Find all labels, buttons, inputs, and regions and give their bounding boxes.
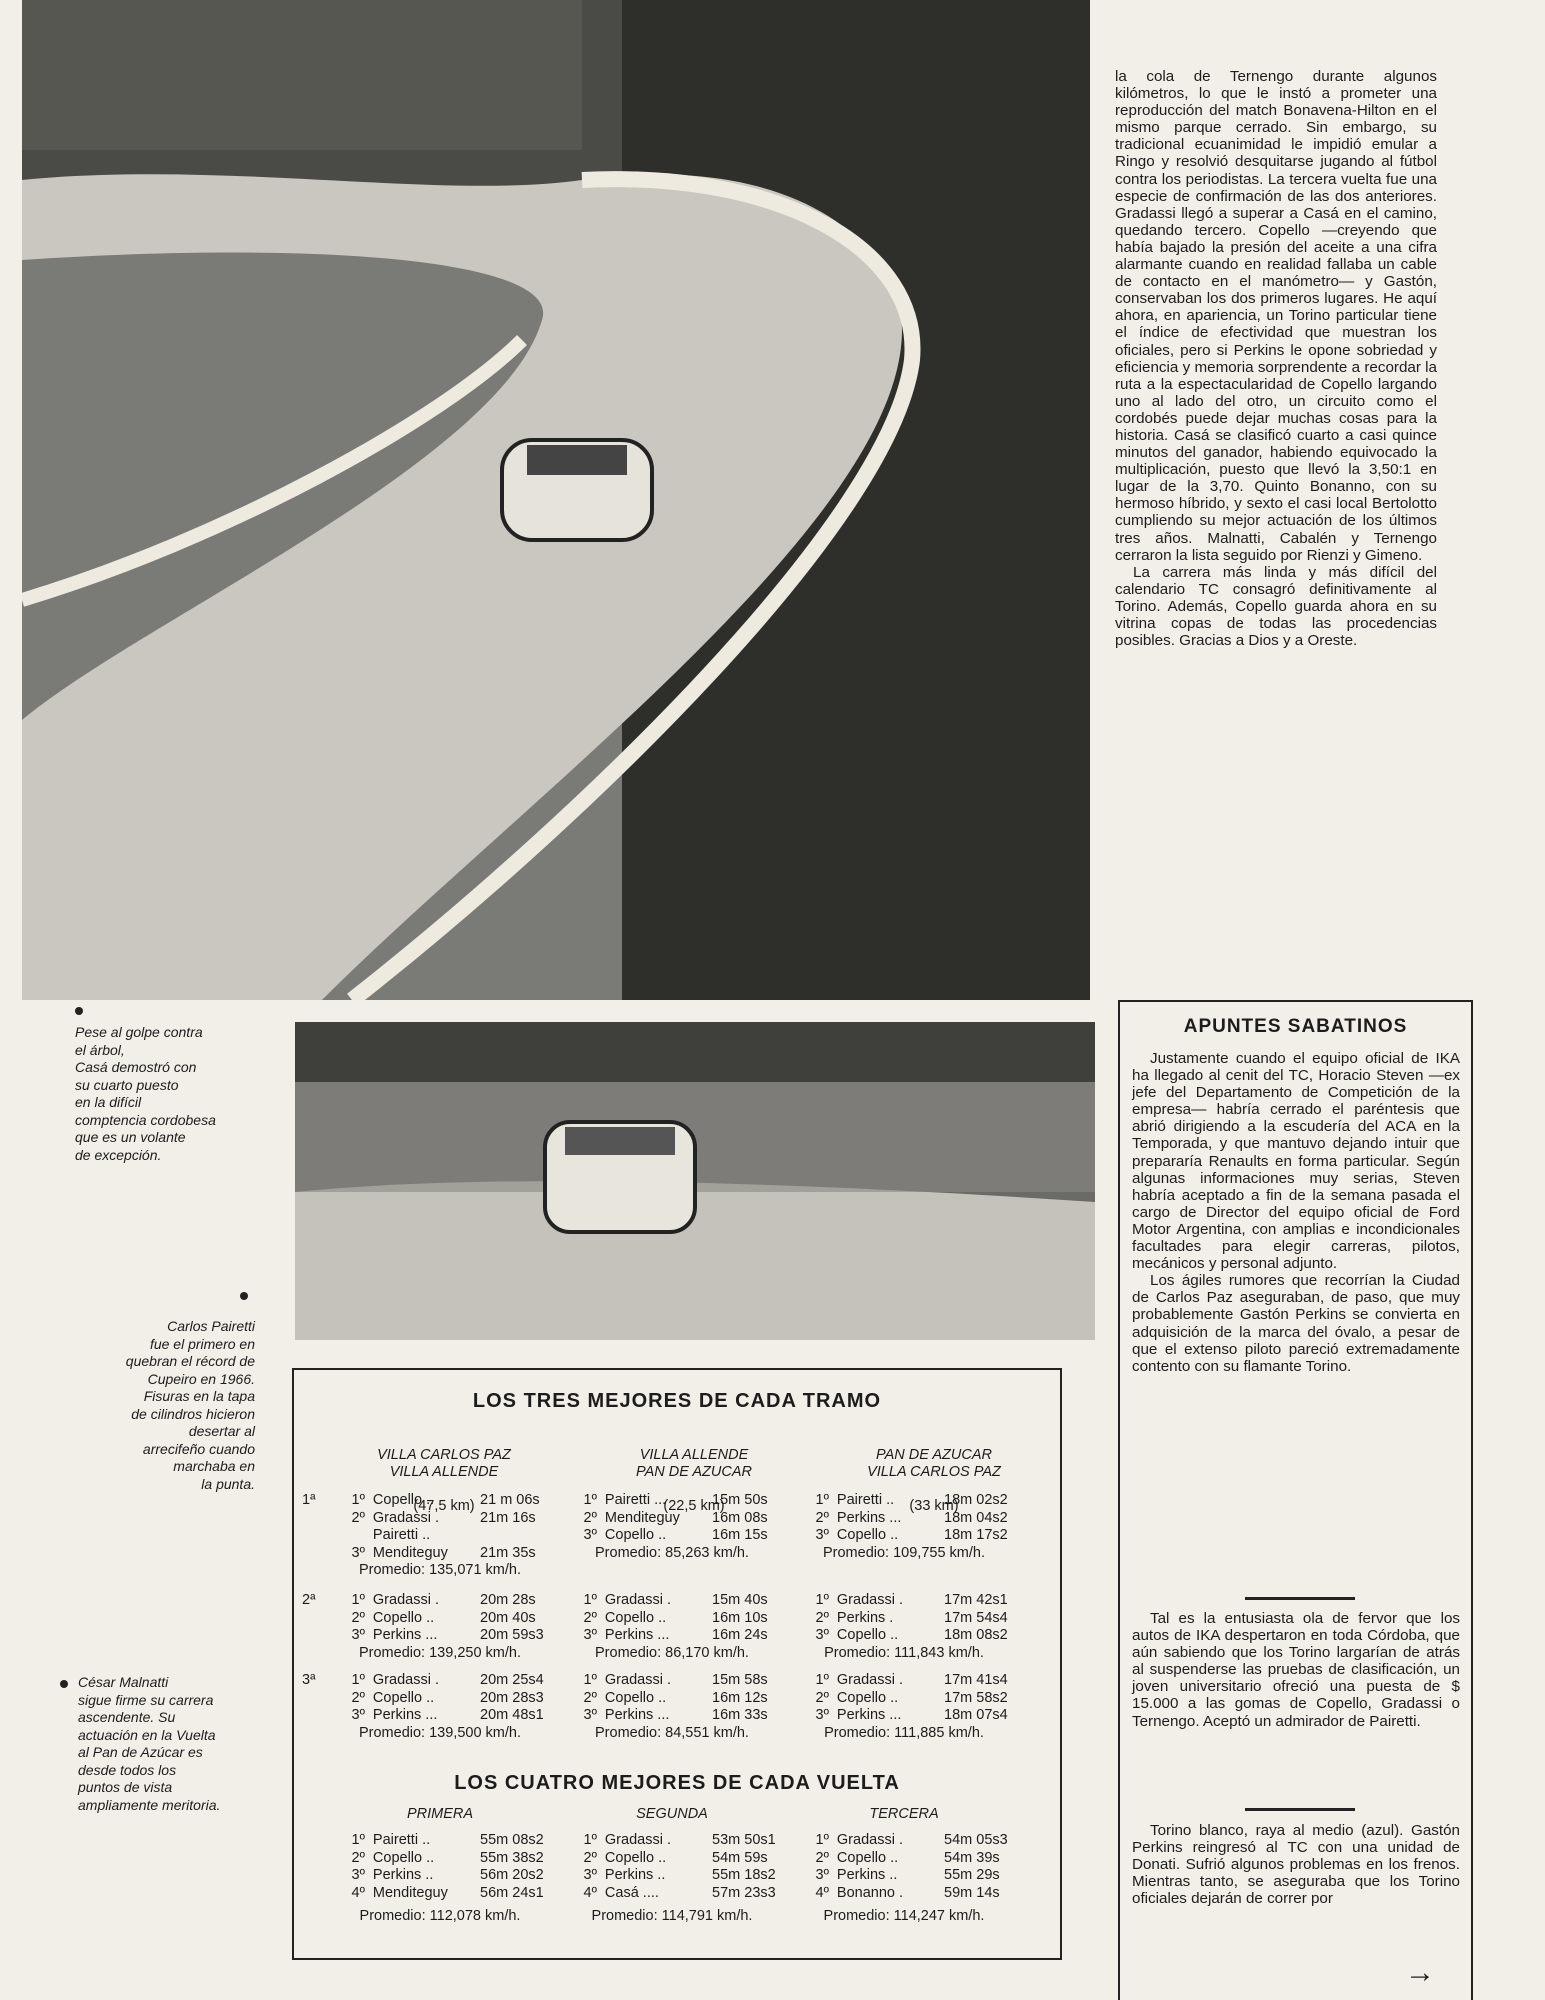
segment-results xyxy=(556,1592,788,1662)
result-time: 56m 24s1 xyxy=(480,1884,544,1901)
second-photo xyxy=(295,1022,1095,1340)
segment-results xyxy=(324,1492,556,1580)
result-row xyxy=(324,1492,556,1510)
result-pos: 2º xyxy=(583,1849,597,1866)
result-time: 15m 58s xyxy=(712,1672,768,1688)
lap-column-header: PRIMERA xyxy=(406,1806,474,1822)
result-row xyxy=(556,1492,788,1510)
bullet-dot xyxy=(240,1292,248,1300)
result-pos: 3º xyxy=(583,1867,597,1883)
result-time: 16m 10s xyxy=(712,1609,768,1626)
main-photo xyxy=(22,0,1090,1000)
segment-results xyxy=(788,1492,1020,1562)
result-name: Perkins ... xyxy=(372,1627,438,1643)
result-row xyxy=(324,1707,556,1725)
result-row xyxy=(556,1510,788,1528)
average-speed: Promedio: 112,078 km/h. xyxy=(359,1908,521,1924)
result-pos: 4º xyxy=(815,1884,829,1901)
segment-results xyxy=(556,1492,788,1562)
average-speed: Promedio: 111,885 km/h. xyxy=(824,1724,984,1741)
result-name: Copello .. xyxy=(372,1849,435,1866)
result-row xyxy=(556,1672,788,1690)
result-time: 56m 20s2 xyxy=(480,1867,544,1883)
sidebar-paragraph: Justamente cuando el equipo oficial de IKA ha llegado al cenit del TC, Horacio Steven —ex jefe del Departamento de Competición de la empresa— habría cerrado el paréntesis que abrió dirigiendo a la escudería del ACA en la Temporada, y que mantuvo dejando intuir que prepararía Renaults en forma particular. Según algunas informaciones muy serias, Steven habría aceptado a fin de la semana pasada el cargo de Director del equipo oficial de Ford Motor Argentina, con amplias e incondicionales facultades para elegir carreras, pilotos, mecánicos y personal adjunto. xyxy=(1132,1050,1460,1273)
result-pos: 2º xyxy=(351,1689,365,1706)
result-time: 17m 42s1 xyxy=(944,1592,1008,1608)
segment-name: VILLA CARLOS PAZ VILLA ALLENDE xyxy=(377,1447,511,1480)
casa-caption: Pese al golpe contra el árbol, Casá demostró con su cuarto puesto en la difícil comptencia cordobesa que es un volante de excepción. xyxy=(75,1024,216,1163)
result-pos: 2º xyxy=(815,1689,829,1706)
segment-results xyxy=(788,1592,1020,1662)
result-row xyxy=(324,1672,556,1690)
result-name: Perkins .. xyxy=(604,1867,666,1883)
average-speed: Promedio: 111,843 km/h. xyxy=(824,1644,984,1661)
result-pos: 4º xyxy=(583,1884,597,1901)
result-name: Perkins ... xyxy=(604,1627,670,1643)
result-name: Gradassi . xyxy=(604,1672,671,1688)
result-row xyxy=(788,1707,1020,1725)
lap-label: 3ª xyxy=(302,1672,316,1688)
result-row xyxy=(556,1832,788,1850)
result-pos: 1º xyxy=(583,1492,597,1508)
result-name: Copello .. xyxy=(836,1627,899,1643)
result-time: 20m 25s4 xyxy=(480,1672,544,1688)
result-row xyxy=(324,1510,556,1528)
result-pos: 2º xyxy=(583,1609,597,1626)
result-pos: 1º xyxy=(351,1592,365,1608)
result-time: 16m 33s xyxy=(712,1707,768,1723)
result-time: 18m 08s2 xyxy=(944,1627,1008,1643)
result-time: 59m 14s xyxy=(944,1884,1000,1901)
result-pos: 1º xyxy=(815,1832,829,1848)
result-name: Copello .. xyxy=(604,1849,667,1866)
tramo-table-title: LOS TRES MEJORES DE CADA TRAMO xyxy=(472,1390,882,1412)
lap-column-header: TERCERA xyxy=(869,1806,939,1822)
result-row xyxy=(788,1510,1020,1528)
result-pos: 1º xyxy=(351,1672,365,1688)
result-time: 15m 50s xyxy=(712,1492,768,1508)
result-pos: 3º xyxy=(351,1544,365,1561)
result-row xyxy=(556,1867,788,1885)
result-name: Copello .. xyxy=(372,1689,435,1706)
result-pos: 1º xyxy=(583,1832,597,1848)
result-time: 20m 48s1 xyxy=(480,1707,544,1723)
result-name: Perkins ... xyxy=(604,1707,670,1723)
result-pos: 3º xyxy=(815,1527,829,1543)
divider-rule xyxy=(1245,1808,1355,1811)
result-name: Perkins .. xyxy=(836,1867,898,1883)
result-pos: 1º xyxy=(583,1592,597,1608)
continue-arrow: → xyxy=(1405,1956,1435,1989)
result-time: 55m 29s xyxy=(944,1867,1000,1883)
result-time: 20m 28s xyxy=(480,1592,536,1608)
segment-name: VILLA ALLENDE PAN DE AZUCAR xyxy=(635,1447,752,1480)
result-row xyxy=(788,1527,1020,1545)
divider-rule xyxy=(1245,1597,1355,1600)
result-row xyxy=(556,1690,788,1708)
sidebar-title: APUNTES SABATINOS xyxy=(1183,1016,1408,1037)
result-pos: 3º xyxy=(815,1627,829,1643)
result-name: Copello .. xyxy=(836,1527,899,1543)
result-name: Gradassi . xyxy=(372,1672,439,1688)
result-row xyxy=(556,1707,788,1725)
bullet-dot xyxy=(75,1007,83,1015)
average-speed: Promedio: 84,551 km/h. xyxy=(595,1724,749,1741)
result-name: Perkins ... xyxy=(372,1707,438,1723)
result-row xyxy=(788,1850,1020,1868)
segment-km: (22,5 km) xyxy=(663,1498,725,1514)
result-pos: 2º xyxy=(351,1609,365,1626)
result-pos: 2º xyxy=(815,1609,829,1626)
result-time: 55m 18s2 xyxy=(712,1867,776,1883)
average-speed: Promedio: 114,247 km/h. xyxy=(823,1908,985,1924)
result-pos: 2º xyxy=(583,1689,597,1706)
article-column xyxy=(1115,68,1437,649)
result-row xyxy=(324,1592,556,1610)
result-row xyxy=(324,1690,556,1708)
average-speed: Promedio: 86,170 km/h. xyxy=(595,1644,749,1661)
result-row xyxy=(324,1867,556,1885)
article-paragraph-2: La carrera más linda y más difícil del calendario TC consagró definitivamente al Torino. Además, Copello guarda ahora en su vitrina copas de todas las procedencias posibles. Gracias a Dios y a Oreste. xyxy=(1115,563,1437,650)
result-pos: 3º xyxy=(583,1627,597,1643)
lap-results xyxy=(556,1832,788,1926)
result-name: Bonanno . xyxy=(836,1884,904,1901)
result-time: 21m 16s xyxy=(480,1509,536,1526)
segment-results xyxy=(556,1672,788,1742)
result-name: Copello .. xyxy=(604,1609,667,1626)
result-time: 17m 54s4 xyxy=(944,1609,1008,1626)
segment-results xyxy=(788,1672,1020,1742)
result-pos: 3º xyxy=(351,1707,365,1723)
result-time: 57m 23s3 xyxy=(712,1884,776,1901)
lap-results xyxy=(324,1832,556,1926)
result-time: 16m 15s xyxy=(712,1527,768,1543)
result-name: Menditeguy xyxy=(604,1509,680,1526)
result-pos: 2º xyxy=(815,1509,829,1526)
sidebar-paragraph: Tal es la entusiasta ola de fervor que los autos de IKA despertaron en toda Córdoba, que aún sabiendo que los Torino largarían de atrás al suspenderse las pruebas de clasificación, un joven universitario ofreció una puesta de $ 15.000 a las gomas de Copello, Gradassi o Ternengo. Aceptó un admirador de Pairetti. xyxy=(1132,1610,1460,1730)
lap-column-header: SEGUNDA xyxy=(636,1806,708,1822)
article-paragraph-1: la cola de Ternengo durante algunos kilómetros, lo que le instó a prometer una reproducción del match Bonavena-Hilton en el mismo parque cerrado. Sin embargo, su tradicional ecuanimidad le impidió emular a Ringo y resolvió desquitarse jugando al fútbol contra los periodistas. La tercera vuelta fue una especie de confirmación de las dos anteriores. Gradassi llegó a superar a Casá en el camino, quedando tercero. Copello —creyendo que había bajado la presión del aceite a una cifra alarmante cuando en realidad fallaba un cable de contacto en el manómetro— y Gastón, conservaban los dos primeros lugares. He aquí ahora, en apariencia, un Torino particular tiene el índice de efectividad que muestran los oficiales, pero si Perkins le opone sobriedad y eficiencia y memoria sorprendente a recordar la ruta a la espectacularidad de Copello largando uno al lado del otro, un circuito como el cordobés puede dejar muchas cosas para la historia. Casá se clasificó cuarto a casi quince minutos del ganador, habiendo equivocado la multiplicación, puesto que llevó la 3,50:1 en lugar de la 3,70. Quinto Bonanno, con su hermoso híbrido, y sexto el casi local Bertolotto cumpliendo su mejor actuación de los últimos tres años. Malnatti, Cabalén y Ternengo cerraron la lista seguido por Rienzi y Gimeno. xyxy=(1115,68,1437,564)
result-time: 17m 58s2 xyxy=(944,1689,1008,1706)
result-row xyxy=(556,1592,788,1610)
result-row xyxy=(788,1885,1020,1903)
result-time: 55m 38s2 xyxy=(480,1849,544,1866)
result-pos: 4º xyxy=(351,1884,365,1901)
result-time: 18m 04s2 xyxy=(944,1509,1008,1526)
result-time: 17m 41s4 xyxy=(944,1672,1008,1688)
segment-km: (47,5 km) xyxy=(413,1498,475,1514)
segment-results xyxy=(324,1672,556,1742)
result-row xyxy=(324,1527,556,1545)
average-speed: Promedio: 139,250 km/h. xyxy=(358,1644,521,1661)
segment-results xyxy=(324,1592,556,1662)
result-name: Gradassi . xyxy=(372,1592,439,1608)
result-pos: 1º xyxy=(815,1592,829,1608)
result-time: 15m 40s xyxy=(712,1592,768,1608)
result-time: 20m 28s3 xyxy=(480,1689,544,1706)
malnatti-caption: César Malnatti sigue firme su carrera ascendente. Su actuación en la Vuelta al Pan de Azúcar es desde todos los puntos de vista ampliamente meritoria. xyxy=(78,1674,221,1813)
result-time: 18m 17s2 xyxy=(944,1527,1008,1543)
result-pos: 2º xyxy=(583,1509,597,1526)
result-pos: 1º xyxy=(815,1492,829,1508)
result-row xyxy=(556,1885,788,1903)
result-row xyxy=(788,1592,1020,1610)
result-name: Menditeguy xyxy=(372,1884,448,1901)
result-pos: 2º xyxy=(351,1509,365,1526)
result-name: Pairetti .. xyxy=(372,1832,431,1848)
result-name: Perkins ... xyxy=(836,1707,902,1723)
result-name: Perkins .. xyxy=(372,1867,434,1883)
result-time: 16m 12s xyxy=(712,1689,768,1706)
result-name: Gradassi . xyxy=(372,1509,439,1526)
segment-name: PAN DE AZUCAR VILLA CARLOS PAZ xyxy=(867,1447,1001,1480)
result-time: 16m 08s xyxy=(712,1509,768,1526)
result-row xyxy=(324,1885,556,1903)
result-row xyxy=(324,1850,556,1868)
pairetti-caption: Carlos Pairetti fue el primero en quebran el récord de Cupeiro en 1966. Fisuras en la tapa de cilindros hicieron desertar al arrecifeño cuando marchaba en la punta. xyxy=(125,1318,255,1492)
results-box xyxy=(292,1368,1062,1960)
sidebar-paragraph: Los ágiles rumores que recorrían la Ciudad de Carlos Paz aseguraban, de paso, que muy probablemente Gastón Perkins se convierta en adquisición de la marca del óvalo, a pesar de que el extenso piloto pareció extremadamente contento con su flamante Torino. xyxy=(1132,1272,1460,1375)
average-speed: Promedio: 85,263 km/h. xyxy=(595,1544,749,1561)
result-name: Copello .. xyxy=(604,1689,667,1706)
result-time: 53m 50s1 xyxy=(712,1832,776,1848)
result-row xyxy=(788,1690,1020,1708)
sidebar-paragraph: Torino blanco, raya al medio (azul). Gastón Perkins reingresó al TC con una unidad de Donati. Sufrió algunos problemas en los frenos. Mientras tanto, se aseguraba que los Torino oficiales dejarán de correr por xyxy=(1132,1822,1460,1908)
result-name: Copello .. xyxy=(836,1849,899,1866)
result-row xyxy=(556,1527,788,1545)
result-name: Gradassi . xyxy=(836,1672,903,1688)
result-name: Copello .. xyxy=(604,1527,667,1543)
result-name: Copello .. xyxy=(372,1609,435,1626)
lap-label: 1ª xyxy=(302,1492,316,1508)
result-row xyxy=(788,1867,1020,1885)
result-time: 18m 02s2 xyxy=(944,1492,1008,1508)
result-row xyxy=(556,1627,788,1645)
result-name: Gradassi . xyxy=(604,1832,671,1848)
result-row xyxy=(324,1610,556,1628)
result-pos: 1º xyxy=(583,1672,597,1688)
result-name: Pairetti .. xyxy=(372,1527,431,1543)
result-time: 54m 05s3 xyxy=(944,1832,1008,1848)
result-name: Pairetti ... xyxy=(604,1492,667,1508)
result-name: Copello .. xyxy=(836,1689,899,1706)
result-time: 54m 59s xyxy=(712,1849,768,1866)
lap-label: 2ª xyxy=(302,1592,316,1608)
result-row xyxy=(324,1832,556,1850)
result-pos: 3º xyxy=(815,1867,829,1883)
result-time: 21 m 06s xyxy=(480,1492,540,1508)
result-row xyxy=(556,1850,788,1868)
segment-km: (33 km) xyxy=(909,1498,959,1514)
result-name: Perkins ... xyxy=(836,1509,902,1526)
result-pos xyxy=(324,1527,373,1545)
result-pos: 3º xyxy=(351,1867,365,1883)
result-time: 20m 59s3 xyxy=(480,1627,544,1643)
result-time: 18m 07s4 xyxy=(944,1707,1008,1723)
result-pos: 2º xyxy=(815,1849,829,1866)
result-name: Gradassi . xyxy=(604,1592,671,1608)
vuelta-table-title: LOS CUATRO MEJORES DE CADA VUELTA xyxy=(454,1772,900,1794)
result-row xyxy=(788,1492,1020,1510)
sidebar-box xyxy=(1118,1000,1473,2000)
lap-results xyxy=(788,1832,1020,1926)
average-speed: Promedio: 114,791 km/h. xyxy=(591,1908,753,1924)
result-row xyxy=(324,1627,556,1645)
result-row xyxy=(788,1627,1020,1645)
result-name: Gradassi . xyxy=(836,1592,903,1608)
bullet-dot xyxy=(60,1680,68,1688)
result-name: Menditeguy xyxy=(372,1544,448,1561)
result-row xyxy=(556,1610,788,1628)
result-name: Copello .. xyxy=(372,1492,435,1508)
sidebar-block-3 xyxy=(1132,1822,1460,1907)
average-speed: Promedio: 109,755 km/h. xyxy=(822,1544,985,1561)
average-speed: Promedio: 139,500 km/h. xyxy=(358,1724,521,1741)
result-pos: 3º xyxy=(815,1707,829,1723)
result-pos: 3º xyxy=(583,1527,597,1543)
result-time: 20m 40s xyxy=(480,1609,536,1626)
result-pos: 3º xyxy=(583,1707,597,1723)
result-row xyxy=(324,1545,556,1563)
result-pos: 1º xyxy=(815,1672,829,1688)
result-row xyxy=(788,1672,1020,1690)
sidebar-block-1 xyxy=(1132,1050,1460,1375)
sidebar-block-2 xyxy=(1132,1610,1460,1730)
result-pos: 2º xyxy=(351,1849,365,1866)
result-time xyxy=(480,1527,556,1545)
result-time: 54m 39s xyxy=(944,1849,1000,1866)
result-name: Perkins . xyxy=(836,1609,894,1626)
result-row xyxy=(788,1832,1020,1850)
result-pos: 3º xyxy=(351,1627,365,1643)
result-name: Casá .... xyxy=(604,1884,659,1901)
result-time: 55m 08s2 xyxy=(480,1832,544,1848)
result-pos: 1º xyxy=(351,1832,365,1848)
result-row xyxy=(788,1610,1020,1628)
result-pos: 1º xyxy=(351,1492,365,1508)
result-name: Pairetti .. xyxy=(836,1492,895,1508)
average-speed: Promedio: 135,071 km/h. xyxy=(358,1562,521,1578)
result-time: 21m 35s xyxy=(480,1544,536,1561)
result-time: 16m 24s xyxy=(712,1627,768,1643)
result-name: Gradassi . xyxy=(836,1832,903,1848)
